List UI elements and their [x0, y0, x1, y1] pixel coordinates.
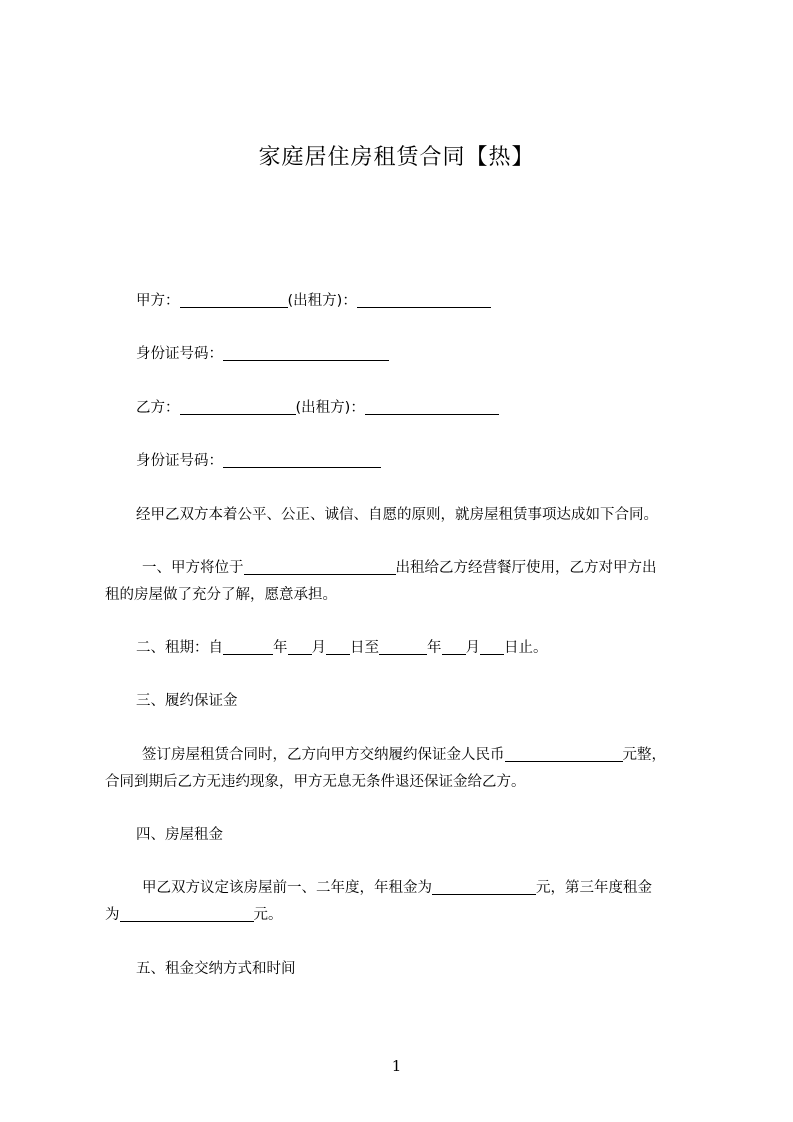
clause2-day1: 日至 — [350, 640, 379, 656]
clause1-location-blank[interactable] — [244, 558, 396, 575]
clause2-month1: 月 — [311, 640, 326, 656]
party-a-label: 甲方： — [136, 293, 180, 309]
clause4-line1 — [105, 874, 742, 902]
clause2-year2: 年 — [427, 640, 442, 656]
party-b-role-blank[interactable] — [365, 398, 499, 415]
party-b-id-blank[interactable] — [223, 451, 381, 468]
clause3-line2: 合同到期后乙方无违约现象，甲方无息无条件退还保证金给乙方。 — [105, 774, 526, 790]
clause1-prefix: 一、甲方将位于 — [142, 560, 244, 576]
clause2-year1: 年 — [273, 640, 288, 656]
clause3-line1 — [105, 741, 742, 769]
clause4-text1-end: 元，第三年度租金 — [536, 880, 652, 896]
party-a-id-line — [105, 340, 736, 368]
deposit-amount-blank[interactable] — [505, 745, 623, 762]
clause2-line — [105, 634, 736, 662]
document-title: 家庭居住房租赁合同【热】 — [258, 145, 535, 170]
clause2-month2: 月 — [465, 640, 480, 656]
page-number: 1 — [391, 1057, 402, 1075]
start-day-blank[interactable] — [326, 638, 350, 655]
party-a-name-blank[interactable] — [180, 291, 288, 308]
party-a-role: (出租方)： — [287, 293, 357, 309]
clause4-line2 — [105, 901, 705, 929]
clause3-heading: 三、履约保证金 — [136, 693, 238, 709]
annual-rent-blank[interactable] — [432, 878, 536, 895]
start-year-blank[interactable] — [223, 638, 273, 655]
party-a-id-label: 身份证号码： — [136, 346, 223, 362]
party-a-line — [105, 287, 736, 315]
clause4-line2-end: 元。 — [253, 907, 283, 923]
party-b-line — [105, 394, 736, 422]
party-a-role-blank[interactable] — [357, 291, 491, 308]
party-a-id-blank[interactable] — [223, 344, 389, 361]
start-month-blank[interactable] — [288, 638, 312, 655]
clause4-heading: 四、房屋租金 — [136, 827, 223, 843]
party-b-role: (出租方)： — [295, 400, 365, 416]
party-b-label: 乙方： — [136, 400, 180, 416]
end-year-blank[interactable] — [379, 638, 427, 655]
clause3-text1-end: 元整， — [622, 747, 666, 763]
end-month-blank[interactable] — [442, 638, 466, 655]
party-b-id-line — [105, 447, 736, 475]
preamble: 经甲乙双方本着公平、公正、诚信、自愿的原则，就房屋租赁事项达成如下合同。 — [136, 507, 658, 523]
clause4-text1: 甲乙双方议定该房屋前一、二年度，年租金为 — [142, 880, 432, 896]
clause5-heading: 五、租金交纳方式和时间 — [136, 961, 296, 977]
clause1-suffix: 出租给乙方经营餐厅使用，乙方对甲方出 — [395, 560, 657, 576]
end-day-blank[interactable] — [480, 638, 504, 655]
clause1-line2: 租的房屋做了充分了解，愿意承担。 — [105, 587, 337, 603]
clause2-day2: 日止。 — [504, 640, 548, 656]
party-b-name-blank[interactable] — [180, 398, 296, 415]
party-b-id-label: 身份证号码： — [136, 453, 223, 469]
third-year-rent-blank[interactable] — [120, 905, 254, 922]
clause1-line1 — [105, 554, 742, 582]
clause3-text1: 签订房屋租赁合同时，乙方向甲方交纳履约保证金人民币 — [142, 747, 505, 763]
clause2-prefix: 二、租期：自 — [136, 640, 223, 656]
clause4-line2-prefix: 为 — [105, 907, 120, 923]
